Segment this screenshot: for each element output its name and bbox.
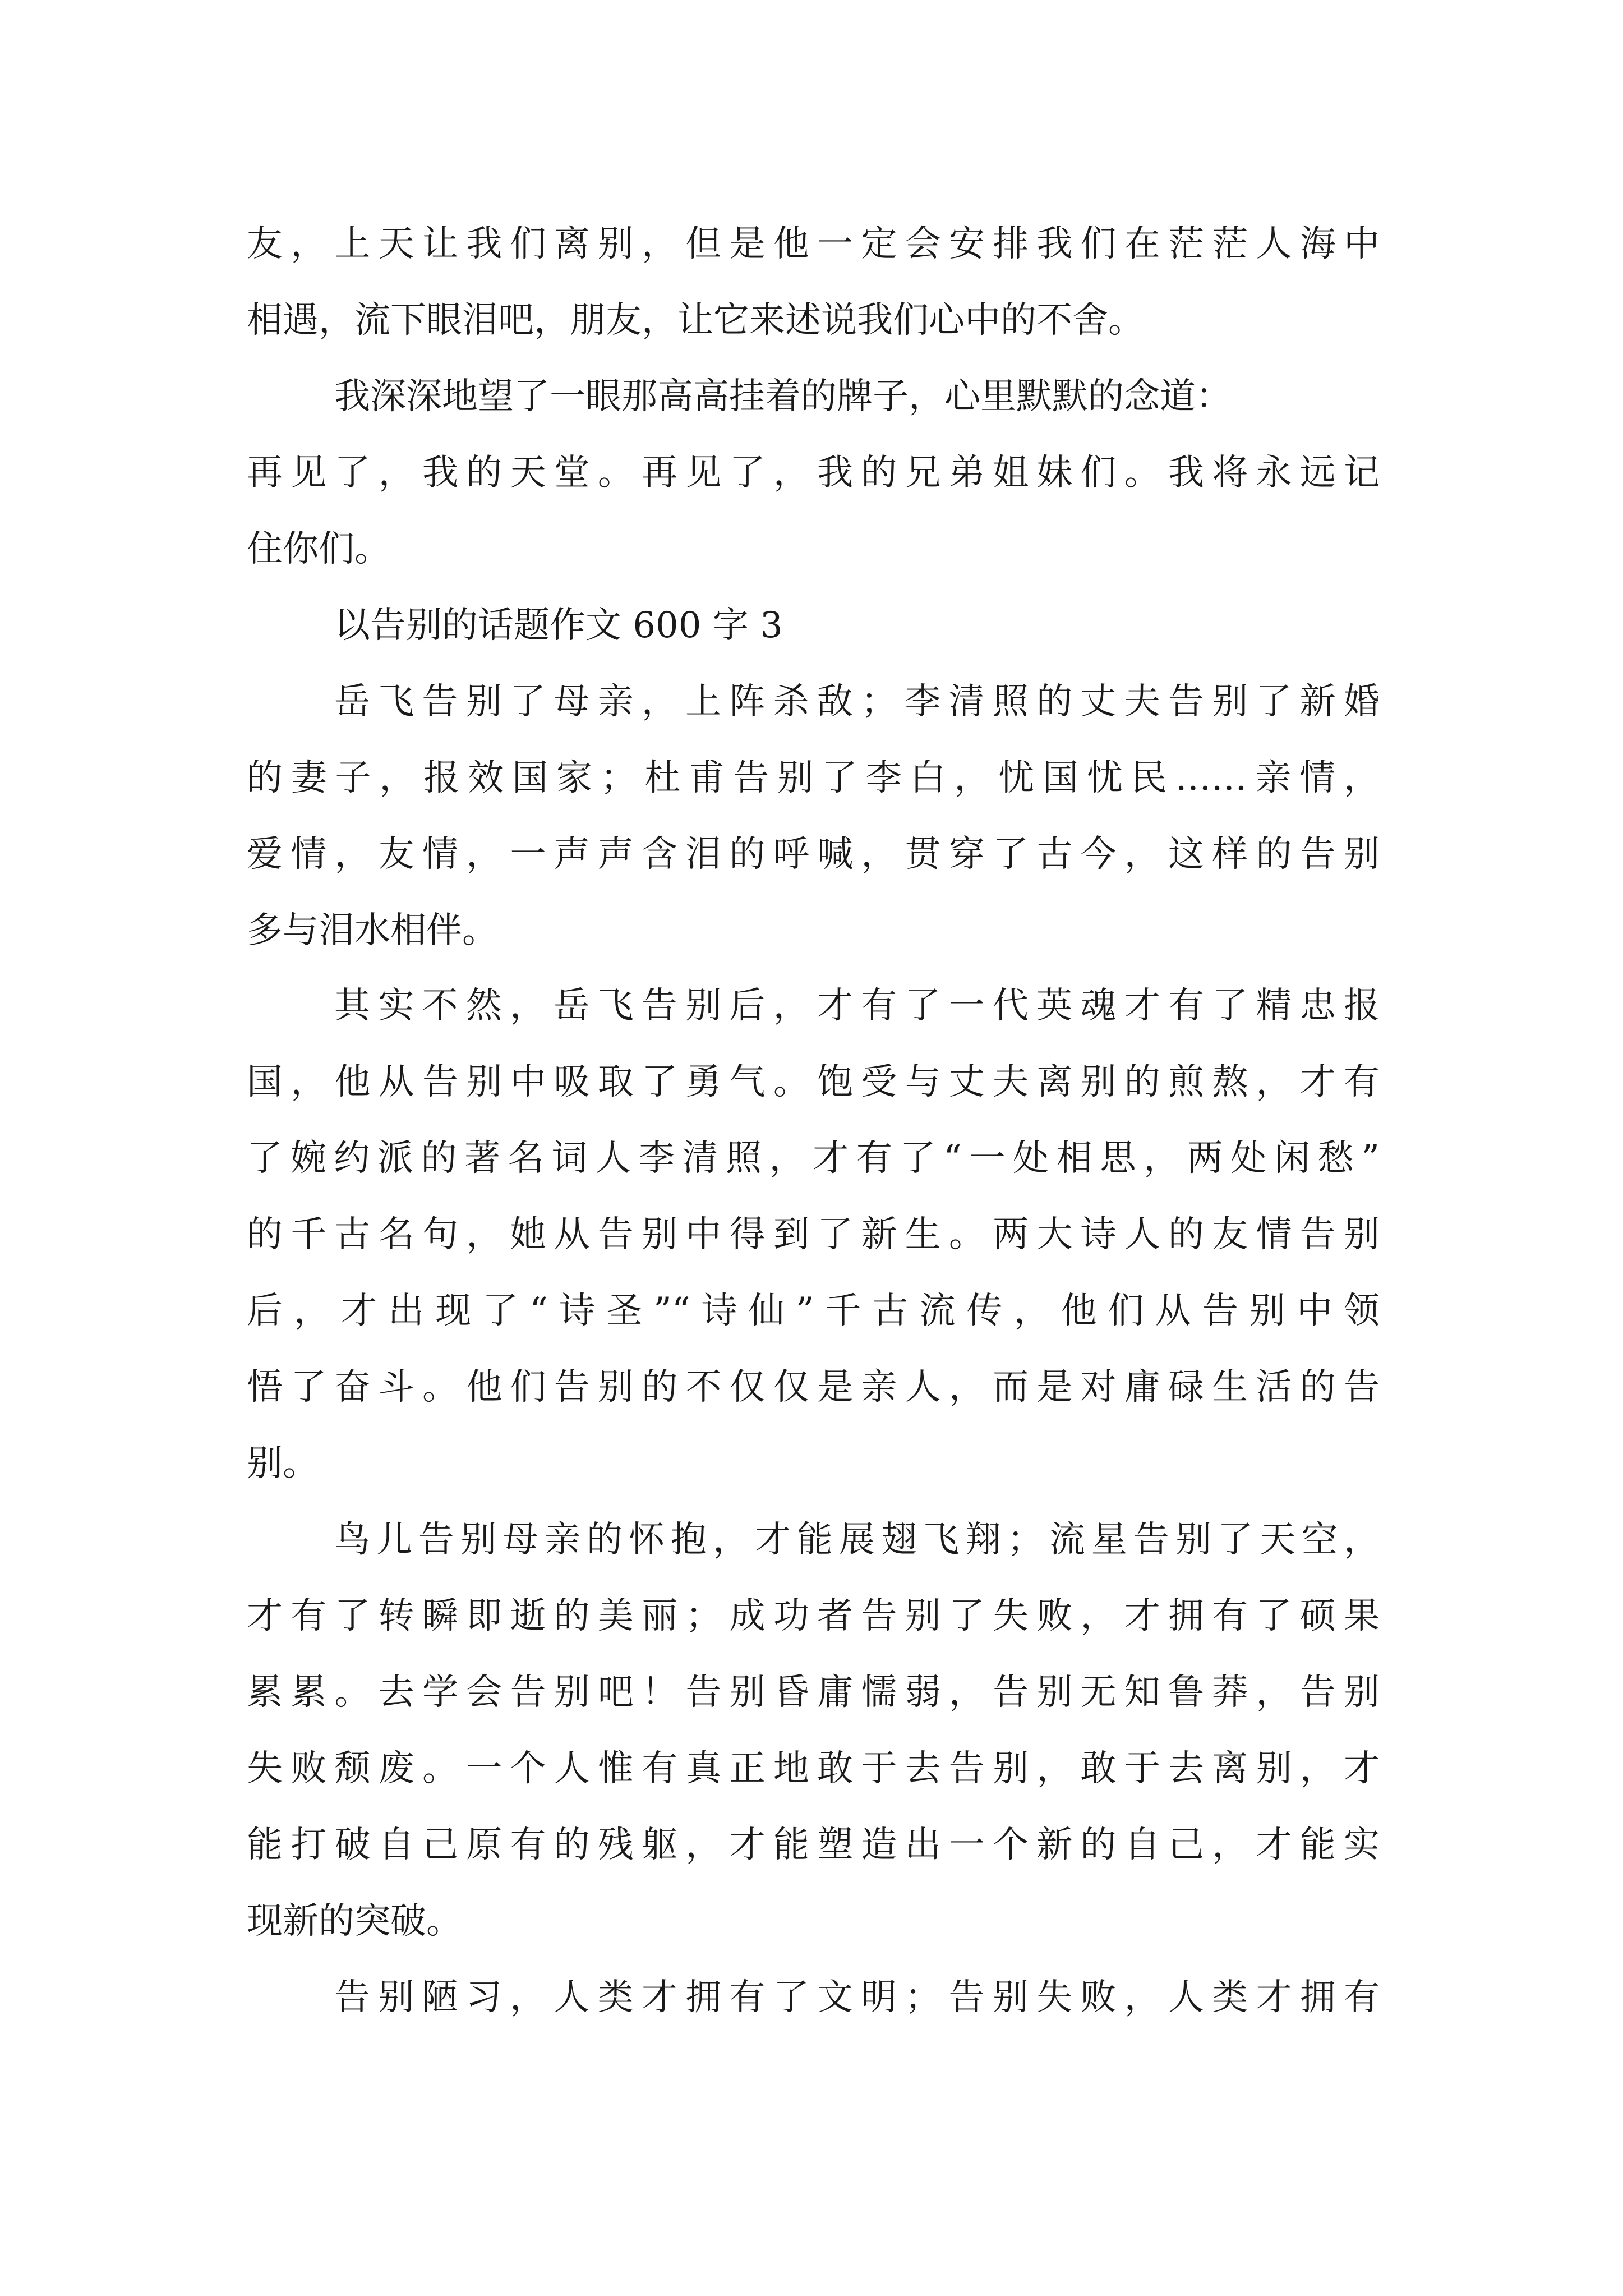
text-line: 别。 (247, 1443, 319, 1484)
text-line: 的千古名句，她从告别中得到了新生。两大诗人的友情告别 (247, 1214, 1380, 1255)
text-line: 爱情，友情，一声声含泪的呼喊，贯穿了古今，这样的告别 (247, 834, 1380, 875)
text-line: 才有了转瞬即逝的美丽；成功者告别了失败，才拥有了硕果 (247, 1595, 1380, 1637)
text-line: 能打破自己原有的残躯，才能塑造出一个新的自己，才能实 (247, 1824, 1380, 1866)
section-heading: 以告别的话题作文 600 字 3 (334, 605, 783, 646)
text-line: 鸟儿告别母亲的怀抱，才能展翅飞翔；流星告别了天空， (334, 1519, 1380, 1561)
text-line: 住你们。 (247, 528, 390, 570)
text-line: 相遇，流下眼泪吧，朋友，让它来述说我们心中的不舍。 (247, 300, 1144, 341)
text-line: 友，上天让我们离别，但是他一定会安排我们在茫茫人海中 (247, 223, 1380, 265)
text-line: 多与泪水相伴。 (247, 910, 498, 951)
text-line: 累累。去学会告别吧！告别昏庸懦弱，告别无知鲁莽，告别 (247, 1672, 1380, 1713)
text-line: 岳飞告别了母亲，上阵杀敌；李清照的丈夫告别了新婚 (334, 681, 1380, 723)
text-line: 其实不然，岳飞告别后，才有了一代英魂才有了精忠报 (334, 985, 1380, 1027)
text-line: 失败颓废。一个人惟有真正地敢于去告别，敢于去离别，才 (247, 1748, 1380, 1789)
text-line: 后，才出现了“诗圣”“诗仙”千古流传，他们从告别中领 (247, 1290, 1380, 1332)
text-line: 悟了奋斗。他们告别的不仅仅是亲人，而是对庸碌生活的告 (247, 1366, 1380, 1408)
text-line: 再见了，我的天堂。再见了，我的兄弟姐妹们。我将永远记 (247, 452, 1380, 494)
text-line: 了婉约派的著名词人李清照，才有了“一处相思，两处闲愁” (247, 1138, 1380, 1179)
text-line: 我深深地望了一眼那高高挂着的牌子，心里默默的念道： (334, 376, 1232, 417)
text-line: 的妻子，报效国家；杜甫告别了李白，忧国忧民……亲情， (247, 757, 1380, 799)
text-line: 现新的突破。 (247, 1901, 462, 1942)
text-line: 国，他从告别中吸取了勇气。饱受与丈夫离别的煎熬，才有 (247, 1061, 1380, 1103)
text-line: 告别陋习，人类才拥有了文明；告别失败，人类才拥有 (334, 1977, 1380, 2018)
